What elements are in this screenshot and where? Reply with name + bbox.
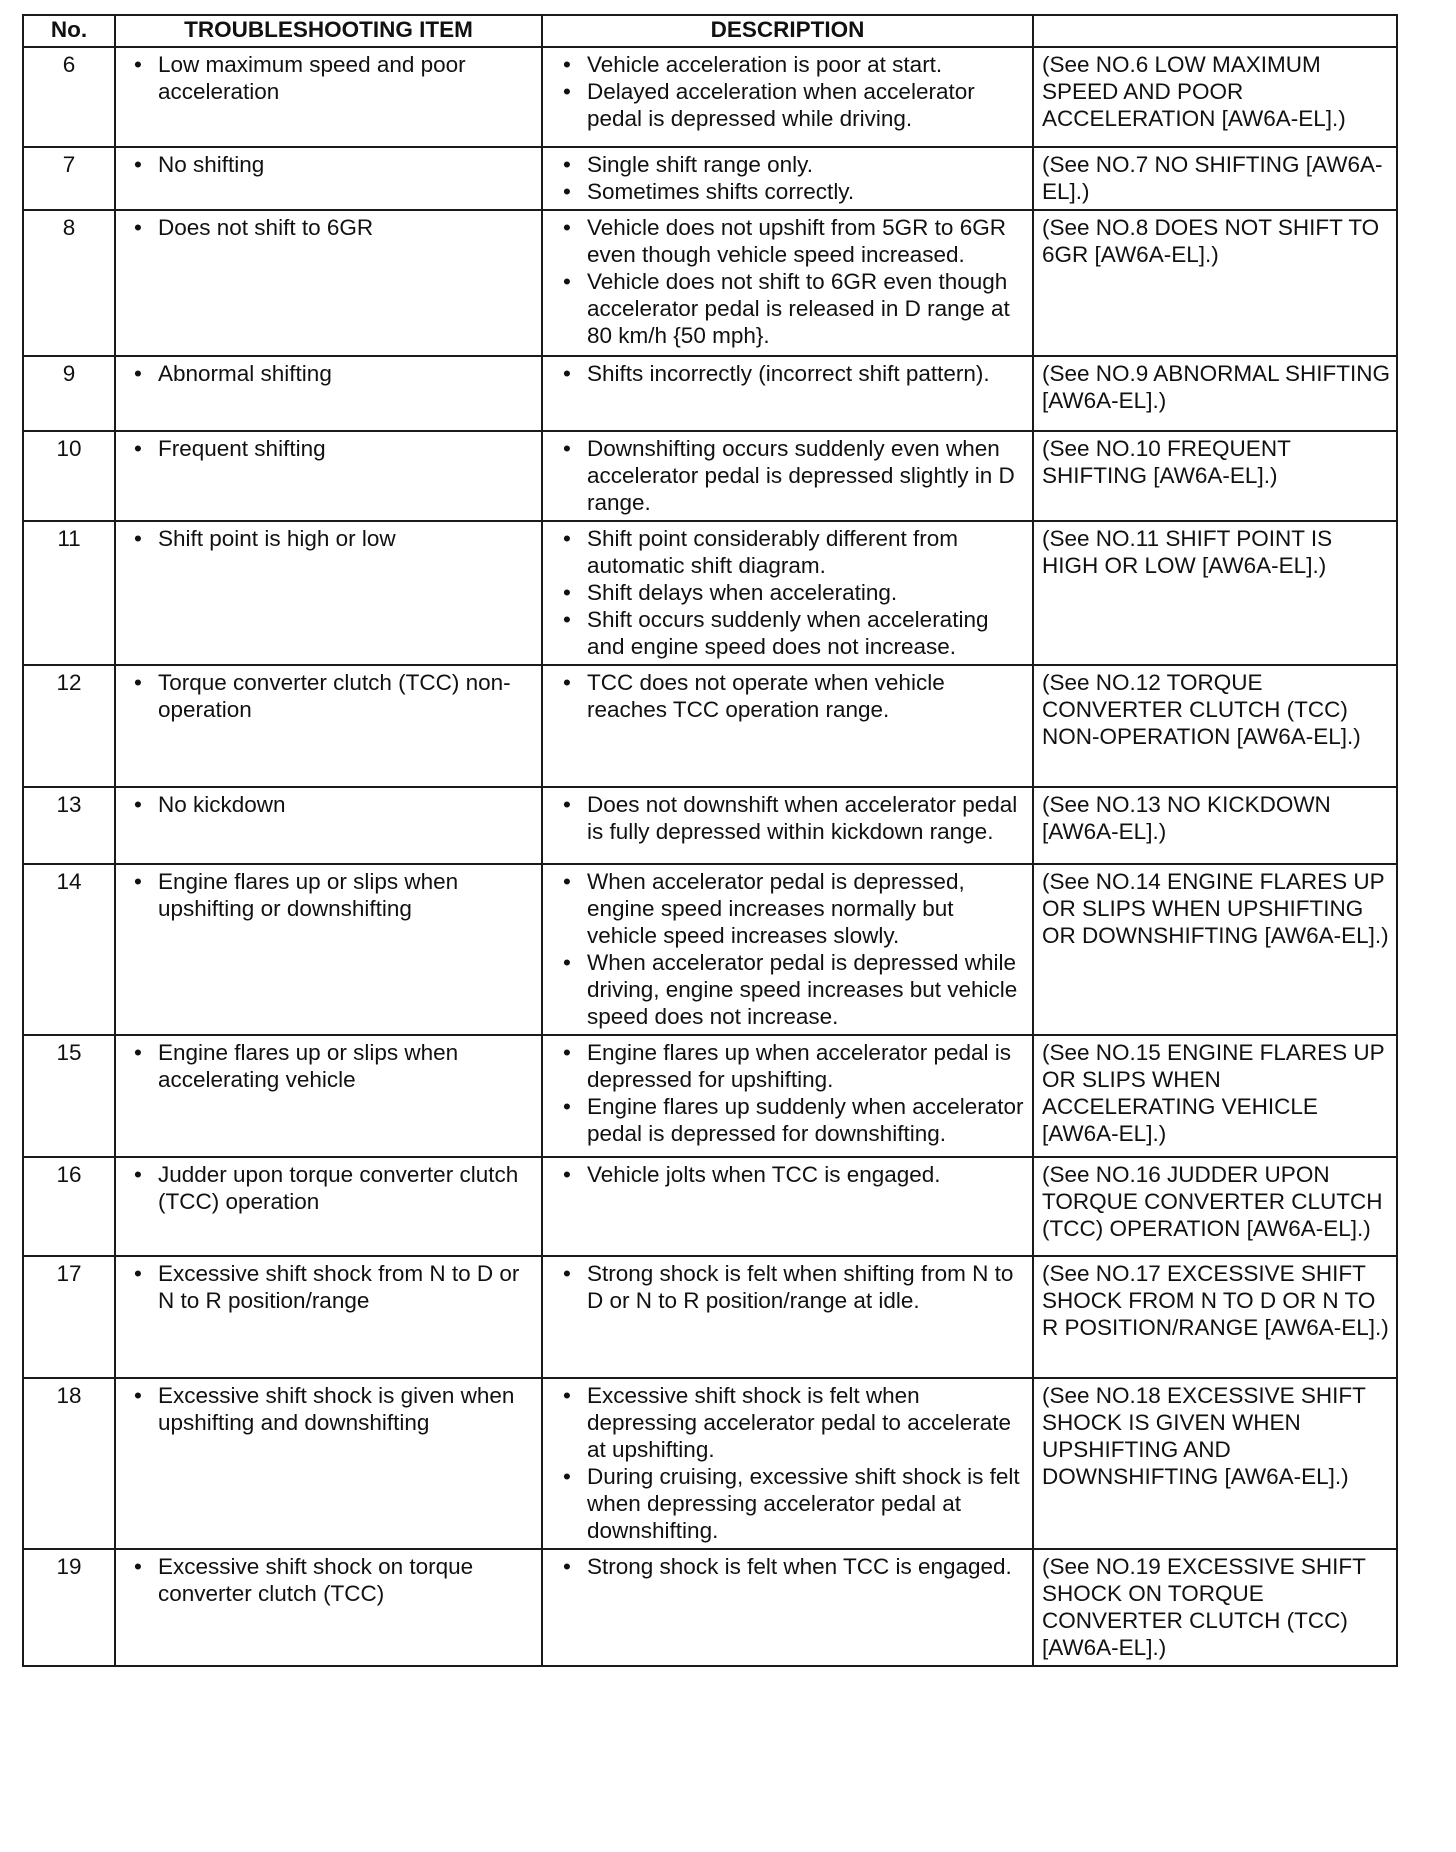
- row-number: 19: [23, 1549, 115, 1666]
- troubleshooting-item-cell: [115, 356, 542, 431]
- reference-link-text: (See NO.14 ENGINE FLARES UP OR SLIPS WHEN UPSHIFTING OR DOWNSHIFTING [AW6A-EL].): [1042, 869, 1389, 948]
- troubleshooting-item: • Low maximum speed and poor acceleration: [124, 51, 535, 105]
- table-row: [23, 1256, 1397, 1378]
- description-list: [551, 1382, 1026, 1544]
- description-item: • Delayed acceleration when accelerator pedal is depressed while driving.: [551, 78, 1026, 132]
- row-number: 10: [23, 431, 115, 521]
- troubleshooting-item-cell: [115, 1035, 542, 1157]
- description-list: [551, 360, 1026, 387]
- description-item: • Shifts incorrectly (incorrect shift pattern).: [551, 360, 1026, 387]
- reference-cell: [1033, 665, 1397, 787]
- header-troubleshooting-item: TROUBLESHOOTING ITEM: [115, 15, 542, 47]
- troubleshooting-item-cell: [115, 1256, 542, 1378]
- troubleshooting-item-cell: [115, 210, 542, 356]
- description-cell: [542, 210, 1033, 356]
- row-number: 13: [23, 787, 115, 864]
- description-list: [551, 51, 1026, 132]
- reference-link-text: (See NO.19 EXCESSIVE SHIFT SHOCK ON TORQUE CONVERTER CLUTCH (TCC) [AW6A-EL].): [1042, 1554, 1366, 1660]
- item-list: [124, 1260, 535, 1314]
- item-list: [124, 868, 535, 922]
- row-number: 9: [23, 356, 115, 431]
- reference-link-text: (See NO.11 SHIFT POINT IS HIGH OR LOW [AW6A-EL].): [1042, 526, 1333, 578]
- description-cell: [542, 356, 1033, 431]
- troubleshooting-item-cell: [115, 1157, 542, 1256]
- troubleshooting-item: • Judder upon torque converter clutch (TCC) operation: [124, 1161, 535, 1215]
- troubleshooting-item: • Abnormal shifting: [124, 360, 535, 387]
- reference-cell: [1033, 1378, 1397, 1549]
- description-item: • TCC does not operate when vehicle reaches TCC operation range.: [551, 669, 1026, 723]
- row-number: 6: [23, 47, 115, 147]
- header-no: No.: [23, 15, 115, 47]
- description-cell: [542, 1157, 1033, 1256]
- header-description: DESCRIPTION: [542, 15, 1033, 47]
- description-item: • Vehicle acceleration is poor at start.: [551, 51, 1026, 78]
- troubleshooting-item: • Excessive shift shock from N to D or N to R position/range: [124, 1260, 535, 1314]
- troubleshooting-item: • Shift point is high or low: [124, 525, 535, 552]
- header-reference: [1033, 15, 1397, 47]
- reference-link-text: (See NO.16 JUDDER UPON TORQUE CONVERTER CLUTCH (TCC) OPERATION [AW6A-EL].): [1042, 1162, 1383, 1241]
- description-item: • Does not downshift when accelerator pedal is fully depressed within kickdown range.: [551, 791, 1026, 845]
- description-item: • Sometimes shifts correctly.: [551, 178, 1026, 205]
- description-item: • Engine flares up suddenly when accelerator pedal is depressed for downshifting.: [551, 1093, 1026, 1147]
- description-cell: [542, 521, 1033, 665]
- table-row: [23, 521, 1397, 665]
- item-list: [124, 435, 535, 462]
- table-row: [23, 147, 1397, 210]
- reference-cell: [1033, 1035, 1397, 1157]
- troubleshooting-item-cell: [115, 47, 542, 147]
- description-item: • Shift occurs suddenly when accelerating and engine speed does not increase.: [551, 606, 1026, 660]
- item-list: [124, 669, 535, 723]
- item-list: [124, 1161, 535, 1215]
- description-list: [551, 435, 1026, 516]
- reference-cell: [1033, 431, 1397, 521]
- troubleshooting-document: [22, 14, 1396, 1667]
- description-cell: [542, 787, 1033, 864]
- table-row: [23, 1378, 1397, 1549]
- item-list: [124, 1039, 535, 1093]
- description-item: • During cruising, excessive shift shock is felt when depressing accelerator pedal at downshifting.: [551, 1463, 1026, 1544]
- reference-link-text: (See NO.6 LOW MAXIMUM SPEED AND POOR ACCELERATION [AW6A-EL].): [1042, 52, 1346, 131]
- row-number: 18: [23, 1378, 115, 1549]
- troubleshooting-item-cell: [115, 665, 542, 787]
- description-item: • Shift delays when accelerating.: [551, 579, 1026, 606]
- troubleshooting-item-cell: [115, 864, 542, 1035]
- troubleshooting-item-cell: [115, 147, 542, 210]
- item-list: [124, 525, 535, 552]
- troubleshooting-table: [22, 14, 1398, 1667]
- troubleshooting-item-cell: [115, 431, 542, 521]
- table-row: [23, 431, 1397, 521]
- item-list: [124, 360, 535, 387]
- description-item: • Single shift range only.: [551, 151, 1026, 178]
- description-list: [551, 669, 1026, 723]
- description-item: • Strong shock is felt when TCC is engaged.: [551, 1553, 1026, 1580]
- item-list: [124, 214, 535, 241]
- description-cell: [542, 1549, 1033, 1666]
- row-number: 15: [23, 1035, 115, 1157]
- row-number: 8: [23, 210, 115, 356]
- description-item: • Strong shock is felt when shifting from N to D or N to R position/range at idle.: [551, 1260, 1026, 1314]
- item-list: [124, 1553, 535, 1607]
- reference-link-text: (See NO.10 FREQUENT SHIFTING [AW6A-EL].): [1042, 436, 1291, 488]
- troubleshooting-item: • No shifting: [124, 151, 535, 178]
- description-cell: [542, 47, 1033, 147]
- description-cell: [542, 147, 1033, 210]
- troubleshooting-item: • Torque converter clutch (TCC) non-operation: [124, 669, 535, 723]
- description-item: • When accelerator pedal is depressed, engine speed increases normally but vehicle speed increases slowly.: [551, 868, 1026, 949]
- table-row: [23, 1157, 1397, 1256]
- table-row: [23, 47, 1397, 147]
- description-list: [551, 1260, 1026, 1314]
- reference-cell: [1033, 147, 1397, 210]
- reference-link-text: (See NO.17 EXCESSIVE SHIFT SHOCK FROM N TO D OR N TO R POSITION/RANGE [AW6A-EL].): [1042, 1261, 1389, 1340]
- reference-link-text: (See NO.7 NO SHIFTING [AW6A-EL].): [1042, 152, 1383, 204]
- table-row: [23, 1549, 1397, 1666]
- row-number: 12: [23, 665, 115, 787]
- description-list: [551, 1039, 1026, 1147]
- item-list: [124, 51, 535, 105]
- troubleshooting-item-cell: [115, 787, 542, 864]
- description-list: [551, 151, 1026, 205]
- table-row: [23, 1035, 1397, 1157]
- description-cell: [542, 665, 1033, 787]
- reference-cell: [1033, 1549, 1397, 1666]
- description-cell: [542, 1256, 1033, 1378]
- description-cell: [542, 1035, 1033, 1157]
- row-number: 11: [23, 521, 115, 665]
- description-cell: [542, 864, 1033, 1035]
- table-row: [23, 210, 1397, 356]
- description-list: [551, 1553, 1026, 1580]
- description-list: [551, 525, 1026, 660]
- reference-link-text: (See NO.15 ENGINE FLARES UP OR SLIPS WHEN ACCELERATING VEHICLE [AW6A-EL].): [1042, 1040, 1385, 1146]
- description-list: [551, 868, 1026, 1030]
- table-header-row: [23, 15, 1397, 47]
- troubleshooting-item: • Excessive shift shock is given when upshifting and downshifting: [124, 1382, 535, 1436]
- table-row: [23, 787, 1397, 864]
- description-item: • Vehicle does not upshift from 5GR to 6GR even though vehicle speed increased.: [551, 214, 1026, 268]
- description-list: [551, 791, 1026, 845]
- troubleshooting-item: • No kickdown: [124, 791, 535, 818]
- row-number: 7: [23, 147, 115, 210]
- reference-cell: [1033, 1256, 1397, 1378]
- reference-cell: [1033, 356, 1397, 431]
- description-cell: [542, 1378, 1033, 1549]
- reference-link-text: (See NO.13 NO KICKDOWN [AW6A-EL].): [1042, 792, 1331, 844]
- table-row: [23, 665, 1397, 787]
- description-item: • When accelerator pedal is depressed while driving, engine speed increases but vehicle speed does not increase.: [551, 949, 1026, 1030]
- reference-cell: [1033, 521, 1397, 665]
- troubleshooting-item: • Engine flares up or slips when upshifting or downshifting: [124, 868, 535, 922]
- reference-cell: [1033, 787, 1397, 864]
- description-list: [551, 214, 1026, 349]
- description-item: • Engine flares up when accelerator pedal is depressed for upshifting.: [551, 1039, 1026, 1093]
- reference-cell: [1033, 864, 1397, 1035]
- troubleshooting-item-cell: [115, 521, 542, 665]
- item-list: [124, 151, 535, 178]
- troubleshooting-item: • Engine flares up or slips when accelerating vehicle: [124, 1039, 535, 1093]
- reference-link-text: (See NO.9 ABNORMAL SHIFTING [AW6A-EL].): [1042, 361, 1390, 413]
- description-item: • Excessive shift shock is felt when depressing accelerator pedal to accelerate at upshifting.: [551, 1382, 1026, 1463]
- reference-cell: [1033, 47, 1397, 147]
- reference-link-text: (See NO.12 TORQUE CONVERTER CLUTCH (TCC) NON-OPERATION [AW6A-EL].): [1042, 670, 1361, 749]
- table-row: [23, 864, 1397, 1035]
- troubleshooting-item: • Frequent shifting: [124, 435, 535, 462]
- item-list: [124, 791, 535, 818]
- troubleshooting-item: • Excessive shift shock on torque converter clutch (TCC): [124, 1553, 535, 1607]
- description-item: • Vehicle jolts when TCC is engaged.: [551, 1161, 1026, 1188]
- description-item: • Vehicle does not shift to 6GR even though accelerator pedal is released in D range at 80 km/h {50 mph}.: [551, 268, 1026, 349]
- troubleshooting-item: • Does not shift to 6GR: [124, 214, 535, 241]
- row-number: 16: [23, 1157, 115, 1256]
- description-item: • Downshifting occurs suddenly even when accelerator pedal is depressed slightly in D range.: [551, 435, 1026, 516]
- troubleshooting-item-cell: [115, 1378, 542, 1549]
- row-number: 17: [23, 1256, 115, 1378]
- description-list: [551, 1161, 1026, 1188]
- description-item: • Shift point considerably different from automatic shift diagram.: [551, 525, 1026, 579]
- reference-link-text: (See NO.8 DOES NOT SHIFT TO 6GR [AW6A-EL].): [1042, 215, 1380, 267]
- reference-cell: [1033, 1157, 1397, 1256]
- table-body: [23, 47, 1397, 1666]
- reference-cell: [1033, 210, 1397, 356]
- item-list: [124, 1382, 535, 1436]
- reference-link-text: (See NO.18 EXCESSIVE SHIFT SHOCK IS GIVEN WHEN UPSHIFTING AND DOWNSHIFTING [AW6A-EL].): [1042, 1383, 1366, 1489]
- row-number: 14: [23, 864, 115, 1035]
- table-row: [23, 356, 1397, 431]
- troubleshooting-item-cell: [115, 1549, 542, 1666]
- description-cell: [542, 431, 1033, 521]
